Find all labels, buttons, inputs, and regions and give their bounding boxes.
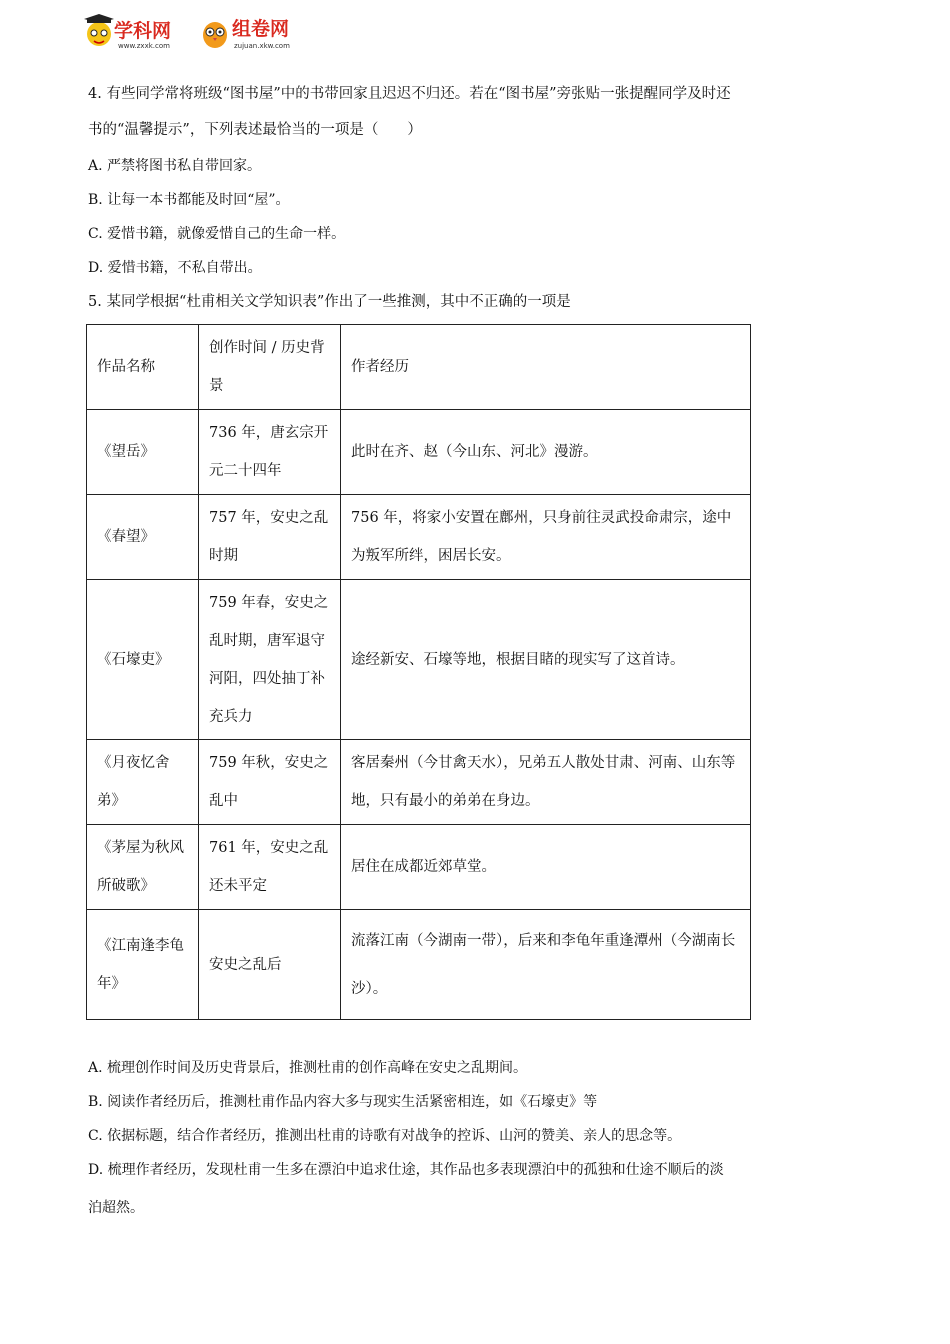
table-header-cell: 作者经历 bbox=[341, 325, 751, 410]
table-cell: 《望岳》 bbox=[87, 410, 199, 495]
xuekewang-text: 学科网 bbox=[114, 20, 172, 42]
table-cell: 761 年，安史之乱还未平定 bbox=[199, 825, 341, 910]
table-header-row bbox=[87, 325, 751, 410]
table-cell: 《月夜忆舍弟》 bbox=[87, 740, 199, 825]
q4-stem-line1: 4. 有些同学常将班级“图书屋”中的书带回家且迟迟不归还。若在“图书屋”旁张贴一张提醒同学及时还 bbox=[88, 86, 731, 102]
q4-option-b: B. 让每一本书都能及时回“屋”。 bbox=[88, 192, 290, 208]
q5-option-a: A. 梳理创作时间及历史背景后，推测杜甫的创作高峰在安史之乱期间。 bbox=[88, 1060, 528, 1076]
table-cell: 安史之乱后 bbox=[199, 910, 341, 1020]
q5-option-d: D. 梳理作者经历，发现杜甫一生多在漂泊中追求仕途，其作品也多表现漂泊中的孤独和仕途不顺后的淡 bbox=[88, 1162, 724, 1178]
table-row bbox=[87, 740, 751, 825]
table-row bbox=[87, 580, 751, 740]
owl-icon bbox=[200, 15, 230, 51]
q4-option-c: C. 爱惜书籍，就像爱惜自己的生命一样。 bbox=[88, 226, 346, 242]
table-cell: 《春望》 bbox=[87, 495, 199, 580]
table-row bbox=[87, 825, 751, 910]
table-cell: 流落江南（今湖南一带），后来和李龟年重逢潭州（今湖南长沙）。 bbox=[341, 910, 751, 1020]
table-cell: 《江南逢李龟年》 bbox=[87, 910, 199, 1020]
q4-stem-line2: 书的“温馨提示”，下列表述最恰当的一项是（ ） bbox=[88, 122, 422, 138]
dufu-knowledge-table bbox=[86, 324, 751, 1020]
table-cell: 759 年春，安史之乱时期，唐军退守河阳，四处抽丁补充兵力 bbox=[199, 580, 341, 740]
table-cell: 《茅屋为秋风所破歌》 bbox=[87, 825, 199, 910]
table-row bbox=[87, 410, 751, 495]
table-cell: 《石壕吏》 bbox=[87, 580, 199, 740]
q5-option-b: B. 阅读作者经历后，推测杜甫作品内容大多与现实生活紧密相连，如《石壕吏》等 bbox=[88, 1094, 598, 1110]
xuekewang-url: www.zxxk.com bbox=[118, 42, 170, 50]
header-logo bbox=[84, 12, 314, 52]
mascot-icon bbox=[84, 14, 118, 52]
table-cell: 此时在齐、赵（今山东、河北》漫游。 bbox=[341, 410, 751, 495]
table-cell: 759 年秋，安史之乱中 bbox=[199, 740, 341, 825]
zujuanwang-url: zujuan.xkw.com bbox=[234, 42, 290, 50]
zujuanwang-text: 组卷网 bbox=[232, 18, 290, 40]
table-row bbox=[87, 495, 751, 580]
q4-option-d: D. 爱惜书籍，不私自带出。 bbox=[88, 260, 262, 276]
table-cell: 756 年，将家小安置在鄜州，只身前往灵武投命肃宗，途中为叛军所绊，困居长安。 bbox=[341, 495, 751, 580]
table-cell: 客居秦州（今甘禽天水），兄弟五人散处甘肃、河南、山东等地，只有最小的弟弟在身边。 bbox=[341, 740, 751, 825]
table-header-cell: 创作时间 / 历史背景 bbox=[199, 325, 341, 410]
table-cell: 途经新安、石壕等地，根据目睹的现实写了这首诗。 bbox=[341, 580, 751, 740]
q5-option-d-continued: 泊超然。 bbox=[88, 1200, 144, 1216]
table-header-cell: 作品名称 bbox=[87, 325, 199, 410]
q4-option-a: A. 严禁将图书私自带回家。 bbox=[88, 158, 262, 174]
table-cell: 757 年，安史之乱时期 bbox=[199, 495, 341, 580]
table-cell: 736 年，唐玄宗开元二十四年 bbox=[199, 410, 341, 495]
q5-option-c: C. 依据标题，结合作者经历，推测出杜甫的诗歌有对战争的控诉、山河的赞美、亲人的思念等。 bbox=[88, 1128, 682, 1144]
xuekewang-logo bbox=[84, 12, 204, 52]
q5-stem: 5. 某同学根据“杜甫相关文学知识表”作出了一些推测，其中不正确的一项是 bbox=[88, 294, 571, 310]
table-row bbox=[87, 910, 751, 1020]
zujuanwang-logo bbox=[200, 12, 310, 52]
table-cell: 居住在成都近郊草堂。 bbox=[341, 825, 751, 910]
